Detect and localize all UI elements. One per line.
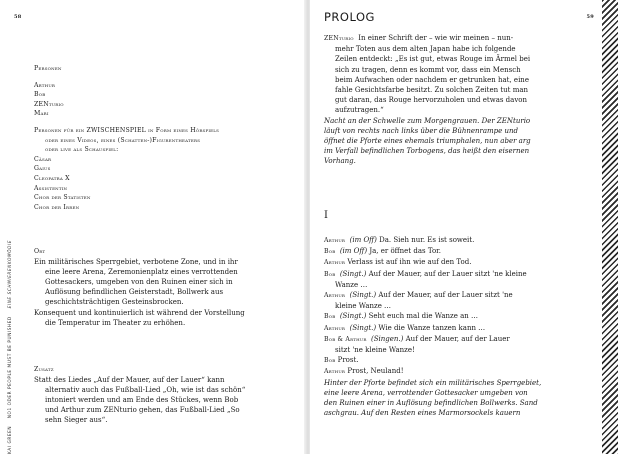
- ort-line: Gottesackers, umgeben von den Ruinen einer sich in: [45, 278, 233, 286]
- stage-direction-line: läuft von rechts nach links über die Bühnenrampe und: [324, 126, 518, 135]
- stage-direction-2: [324, 378, 600, 419]
- zusatz-text: [34, 375, 296, 426]
- scene-numeral: I: [324, 210, 328, 221]
- speaker-name: Bob: [324, 248, 336, 256]
- stage-direction-line: Hinter der Pforte befindet sich ein militärisches Sperrgebiet,: [324, 378, 542, 387]
- character-name: Arthur: [34, 81, 56, 89]
- dialogue-text: kleine Wanze …: [335, 302, 392, 311]
- stage-direction-line: im Verfall befindlichen Torbogens, das heißt den eisernen: [324, 147, 530, 156]
- prolog-line: [324, 95, 596, 105]
- personen-heading: Personen: [34, 65, 62, 72]
- dialogue-line: [324, 311, 600, 322]
- spine-title: NO1 ODER PEOPLE MUST BE PUNISHED: [7, 316, 12, 419]
- speaker-name: Arthur: [324, 259, 346, 267]
- speaker-name: Arthur: [324, 324, 346, 332]
- dialogue-text: sitzt 'ne kleine Wanze!: [335, 346, 415, 355]
- stage-note: (Singen.): [371, 334, 404, 343]
- zusatz-line: sehn Sieger aus“.: [45, 416, 108, 425]
- prolog-line: [324, 54, 596, 64]
- stage-direction-line: aschgrau. Auf den Resten eines Marmorsockels kauern: [324, 409, 521, 418]
- prolog-text: [324, 33, 596, 167]
- dialogue-line: [324, 366, 600, 377]
- zwischenspiel-character: Chor der Irren: [34, 203, 80, 211]
- stage-note: (Singt.): [339, 312, 367, 321]
- speaker-name: Bob: [324, 313, 336, 321]
- stage-direction-line: öffnet die Pforte eines ehemals triumphalen, nun aber arg: [324, 137, 531, 146]
- ort-line: eine leere Arena, Zeremonienplatz eines verrottenden: [45, 267, 238, 276]
- character-name: Mari: [34, 110, 49, 118]
- speaker-name: Bob: [324, 357, 336, 365]
- speaker-name: Bob & Arthur: [324, 335, 367, 343]
- zusatz-section: [34, 365, 296, 426]
- spine-running-header: [7, 34, 12, 454]
- speaker-name: Arthur: [324, 292, 346, 300]
- zwischenspiel-character: Cäsar: [34, 155, 52, 163]
- ort-text: [34, 257, 296, 328]
- page-number-right: 59: [586, 14, 594, 20]
- ort-line: die Temperatur im Theater zu erhöhen.: [45, 318, 186, 327]
- prolog-line: [324, 85, 596, 95]
- prolog-line-text: In einer Schrift der – wie wir meinen – nun-: [358, 34, 514, 42]
- stage-note: (im Off): [339, 247, 368, 256]
- stage-direction-line: Vorhang.: [324, 157, 356, 166]
- dialogue-text: Prost.: [337, 356, 359, 365]
- dialogue-line: [324, 235, 600, 246]
- ort-line: Konsequent und kontinuierlich ist während der Vorstellung: [34, 308, 245, 317]
- prolog-line: [324, 75, 596, 85]
- page-number-left: 58: [14, 14, 22, 20]
- dialogue-line: [324, 323, 600, 334]
- prolog-speaker: ZENturio: [324, 35, 354, 42]
- dialogue-text: Da. Sieh nur. Es ist soweit.: [379, 236, 475, 244]
- prolog-line-text: gut daran, das Rouge hervorzuholen und etwas davon: [335, 96, 528, 105]
- dialogue-text: Verlass ist auf ihn wie auf den Tod.: [347, 258, 472, 267]
- dialogue-text: Seht euch mal die Wanze an …: [368, 312, 478, 321]
- spine-author: KAI GREEN: [7, 425, 12, 454]
- zwischenspiel-note: [34, 126, 296, 155]
- right-page: [310, 0, 618, 454]
- dialogue-line: [324, 280, 600, 290]
- ort-heading: Ort: [34, 248, 46, 255]
- prolog-line-text: Zeilen entdeckt: „Es ist gut, etwas Rouge im Ärmel bei: [335, 55, 531, 64]
- dialogue-text: Wanze …: [335, 280, 368, 289]
- speaker-name: Arthur: [324, 237, 346, 244]
- zusatz-line: intoniert werden und am Ende des Stückes, wenn Bob: [45, 396, 239, 404]
- stage-direction-1: [324, 116, 596, 167]
- zusatz-line: Statt des Liedes „Auf der Mauer, auf der Lauer“ kann: [34, 375, 225, 384]
- stage-note: (Singt.): [349, 323, 377, 332]
- zusatz-line: und Arthur zum ZENturio gehen, das Fußball-Lied „So: [45, 406, 240, 415]
- zwischenspiel-note-line: oder eines Videos, eines (Schatten-)Figurentheaters: [45, 136, 201, 144]
- dialogue-line: [324, 345, 600, 355]
- prolog-line-text: mehr Toten aus dem alten Japan habe ich folgende: [335, 45, 516, 54]
- zwischenspiel-character-list: [34, 155, 296, 213]
- prolog-line-text: sich zu tragen, denn es kommt vor, dass ein Mensch: [335, 65, 521, 74]
- character-list: [34, 81, 296, 119]
- zwischenspiel-character: Assistentin: [34, 184, 68, 192]
- zwischenspiel-note-line: oder live als Schauspiel:: [45, 146, 119, 154]
- ort-line: Ein militärisches Sperrgebiet, verbotene Zone, und in ihr: [34, 257, 238, 266]
- dialogue-line: [324, 246, 600, 257]
- prolog-line: [324, 65, 596, 75]
- stage-note: (Singt.): [339, 269, 367, 278]
- ort-line: geschichtsträchtigen Gesteinsbrocken.: [45, 298, 184, 307]
- stage-direction-line: den Ruinen einer in Auflösung befindlichen Bollwerks. Sand: [324, 399, 538, 408]
- dialogue-text: Prost, Neuland!: [347, 367, 404, 376]
- dialogue-text: Auf der Mauer, auf der Lauer sitzt 'ne kleine: [368, 269, 527, 278]
- prolog-line: [324, 33, 596, 44]
- spine-subtitle: EINE SCHMIERENKOMÖDIE: [7, 239, 12, 309]
- prolog-speech: [324, 33, 596, 116]
- dialogue-line: [324, 334, 600, 345]
- speaker-name: Bob: [324, 270, 336, 278]
- speaker-name: Arthur: [324, 368, 346, 376]
- left-page: [0, 0, 306, 454]
- dialogue-line: [324, 290, 600, 301]
- ort-line: Auflösung befindlichen Geisterstadt, Bollwerk aus: [45, 288, 224, 297]
- prolog-line-text: beim Aufwachen oder nachdem er getrunken hat, eine: [335, 75, 529, 84]
- dialogue-text: Wie die Wanze tanzen kann …: [378, 323, 486, 332]
- ort-section: [34, 247, 296, 328]
- zwischenspiel-character: Chor der Statisten: [34, 194, 91, 202]
- prolog-line: [324, 44, 596, 54]
- zwischenspiel-character: Cleopatra X: [34, 174, 70, 182]
- zusatz-line: alternativ auch das Fußball-Lied „Oh, wie ist das schön“: [45, 385, 246, 394]
- zusatz-heading: Zusatz: [34, 366, 54, 373]
- cast-section: [34, 64, 296, 212]
- prolog-line-text: aufzutragen.“: [335, 106, 384, 115]
- dialogue-line: [324, 269, 600, 280]
- character-name: Bob: [34, 91, 46, 99]
- dialogue-text: Auf der Mauer, auf der Lauer sitzt 'ne: [378, 291, 513, 300]
- dialogue: [324, 235, 600, 378]
- prolog-line: [324, 105, 596, 115]
- dialogue-line: [324, 355, 600, 366]
- zwischenspiel-character: Gaius: [34, 165, 51, 173]
- striped-edge-decoration: [602, 0, 618, 454]
- prolog-line-text: fahle Gesichtsfarbe besitzt. Zu solchen Zeiten tut man: [335, 86, 529, 95]
- dialogue-line: [324, 301, 600, 311]
- stage-direction-line: eine leere Arena, verrottender Gottesacker umgeben von: [324, 388, 528, 397]
- zwischenspiel-note-line: Personen für ein ZWISCHENSPIEL in Form eines Hörspiels: [34, 126, 220, 134]
- dialogue-text: Ja, er öffnet das Tor.: [369, 247, 441, 256]
- prolog-title: PROLOG: [324, 10, 375, 24]
- dialogue-text: Auf der Mauer, auf der Lauer: [405, 334, 510, 343]
- stage-note: (Singt.): [349, 291, 377, 300]
- character-name: ZENturio: [34, 100, 64, 108]
- stage-note: (im Off): [349, 236, 377, 244]
- dialogue-line: [324, 257, 600, 268]
- scene-text: [324, 235, 600, 418]
- stage-direction-line: Nacht an der Schwelle zum Morgengrauen. Der ZENturio: [324, 116, 531, 125]
